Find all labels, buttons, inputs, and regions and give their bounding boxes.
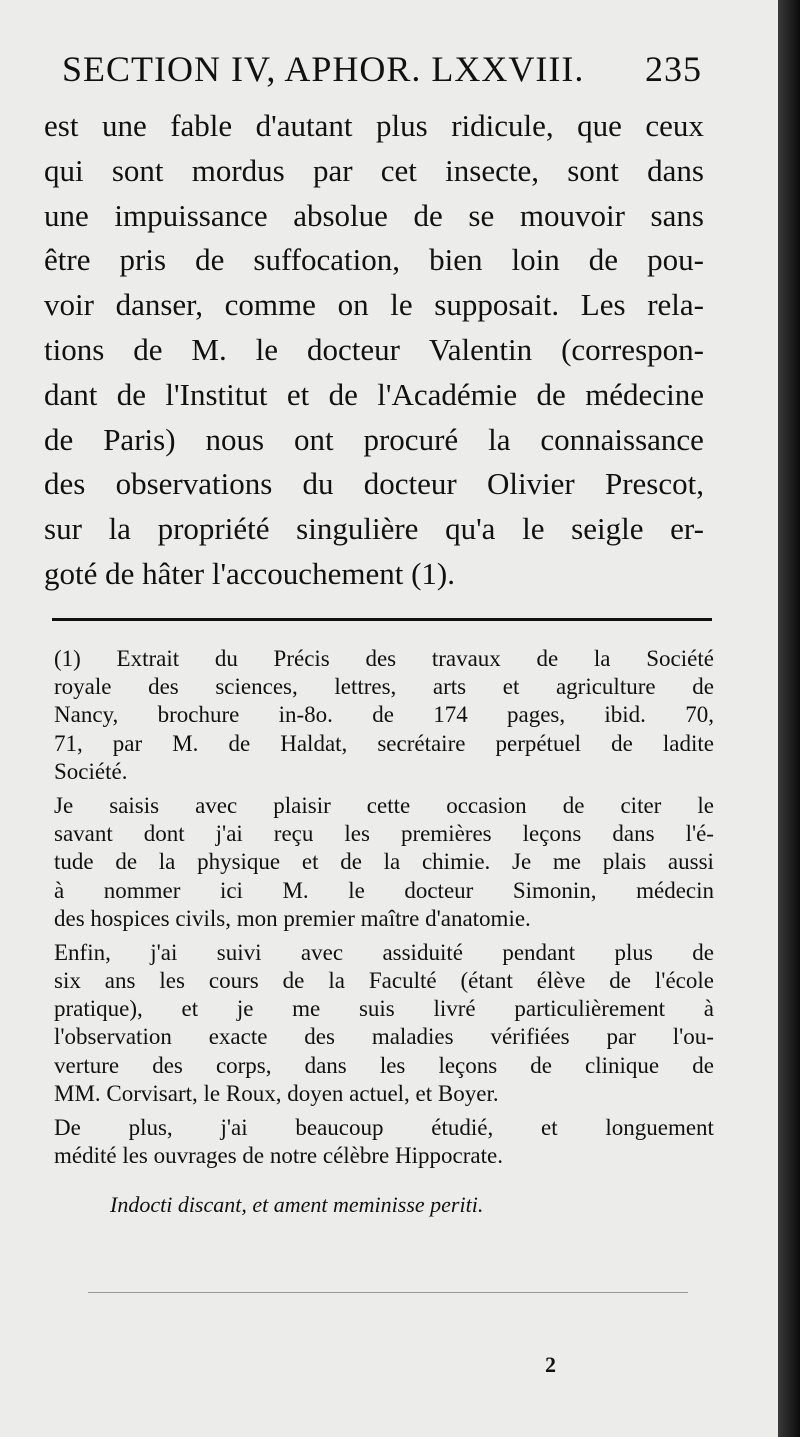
footnote-line-word: exacte	[208, 1024, 268, 1050]
footnote-line-word: ans	[104, 968, 136, 994]
body-line-word: ceux	[645, 108, 704, 143]
body-line-word: pris	[119, 242, 167, 278]
running-title: SECTION IV, APHOR. LXXVIII.	[62, 49, 585, 89]
footnote-separator-rule	[52, 618, 712, 621]
running-header	[62, 48, 702, 90]
footnote-line-word: de	[692, 674, 714, 700]
body-line-word: impuissance	[114, 197, 268, 233]
body-line	[44, 418, 704, 463]
footnote-line-word: par	[112, 730, 143, 756]
footnote-line-word: nommer	[103, 877, 181, 903]
footnote-paragraph	[54, 792, 714, 933]
footnote-line-word: des	[148, 674, 179, 700]
body-line-word: que	[577, 108, 622, 143]
footnote-line-word: M.	[172, 730, 199, 756]
body-line-word: singulière	[296, 511, 419, 547]
body-line-word: supposait.	[434, 287, 560, 323]
body-line-text: goté de hâter l'accouchement (1).	[44, 555, 455, 591]
body-line-word: connaissance	[540, 421, 704, 457]
bleed-through-rule	[88, 1292, 688, 1293]
footnote-line	[54, 1052, 714, 1080]
footnote-line-word: clinique	[585, 1052, 660, 1078]
footnote-line-word: 71,	[54, 730, 83, 756]
body-line-word: dans	[647, 152, 704, 188]
footnote-line-word: brochure	[157, 702, 240, 728]
body-line-word: on	[337, 287, 369, 323]
footnote-line	[54, 701, 714, 729]
footnote-line-word: suivi	[216, 939, 262, 965]
footnote-line-word: premières	[400, 821, 492, 847]
body-line-word: ridicule,	[451, 108, 554, 143]
body-line-word: se	[468, 197, 495, 233]
footnote-line	[54, 1114, 714, 1142]
body-line-word: comme	[224, 287, 316, 323]
body-line-word: loin	[511, 242, 560, 278]
footnote-line-word: me	[552, 849, 582, 875]
body-line-word: docteur	[306, 331, 400, 367]
footnote-line-word: 70,	[685, 702, 714, 728]
footnote-paragraph	[54, 939, 714, 1108]
body-line-word: de	[116, 376, 147, 412]
body-line-word: de	[328, 376, 358, 412]
footnote-line-word: maladies	[371, 1024, 454, 1050]
footnote-line-word: Simonin,	[512, 877, 597, 903]
footnote-line-word: les	[379, 1052, 406, 1078]
body-line	[44, 194, 704, 239]
body-line-word: fable	[170, 108, 233, 143]
body-line-word: et	[286, 376, 310, 412]
footnote-line-word: de	[611, 730, 633, 756]
footnote-line	[54, 995, 714, 1023]
body-line-word: suffocation,	[253, 242, 401, 278]
footnote-line	[54, 877, 714, 905]
footnote-line-word: cours	[208, 968, 259, 994]
body-line	[44, 507, 704, 552]
body-line-word: er-	[670, 511, 704, 547]
footnote-line-word: dont	[143, 821, 185, 847]
footnote-line-word: du	[214, 646, 238, 671]
footnote-line-word: pratique),	[54, 996, 143, 1022]
footnote-line-word: de	[340, 849, 362, 875]
footnote-line-word: suis	[358, 996, 395, 1022]
footnote-line-word: sciences,	[215, 674, 298, 700]
body-line-word: sans	[650, 197, 704, 233]
footnote-line-word: des	[365, 646, 397, 671]
body-line-word: l'Académie	[377, 376, 518, 412]
footnote-line-word: beaucoup	[295, 1115, 384, 1140]
footnote-line-word: 174	[433, 702, 468, 728]
body-line-word: le	[522, 511, 545, 547]
footnote-line-word: travaux	[431, 646, 501, 671]
signature-mark: 2	[545, 1352, 556, 1377]
body-line-word: est	[44, 108, 79, 143]
footnote-line-word: plus,	[128, 1115, 173, 1140]
footnote-line-word: Je	[512, 849, 532, 875]
footnote-line-word: agriculture	[555, 674, 656, 700]
body-line-word: M.	[191, 331, 227, 367]
footnote-line-word: l'é-	[685, 821, 714, 847]
footnote-line	[54, 967, 714, 995]
footnote-line-word: de	[562, 792, 585, 818]
body-line-word: nous	[205, 421, 265, 457]
footnote-line-word: j'ai	[150, 939, 178, 965]
footnote-line-word: particulièrement	[514, 996, 666, 1022]
footnote-line-word: plus	[614, 939, 653, 965]
footnote-line-word: la	[593, 646, 611, 671]
footnotes-block	[54, 645, 714, 1176]
footnote-line-word: Faculté	[368, 968, 437, 994]
footnote-line-word: j'ai	[220, 1115, 248, 1140]
body-line-word: rela-	[647, 287, 704, 323]
body-line-word: le	[255, 331, 279, 367]
footnote-line-word: Précis	[273, 646, 330, 671]
body-line-word: du	[302, 466, 334, 502]
footnote-line-word: Extrait	[116, 646, 180, 671]
page-edge-shadow	[778, 0, 800, 1437]
footnote-line-word: de	[282, 968, 305, 994]
footnote-line-word: élève	[536, 968, 586, 994]
body-line-word: procuré	[363, 421, 459, 457]
footnote-line-text: médité les ouvrages de notre célèbre Hippocrate.	[54, 1143, 503, 1169]
footnote-paragraph	[54, 645, 714, 786]
body-line-word: Olivier	[486, 466, 575, 502]
footnote-line-word: (étant	[460, 968, 513, 994]
footnote-line-word: physique	[197, 849, 281, 875]
footnote-line-word: Haldat,	[280, 730, 348, 756]
footnote-line-word: saisis	[109, 792, 160, 818]
footnote-line	[54, 730, 714, 758]
footnote-line-word: le	[348, 877, 365, 903]
footnote-line-word: dans	[304, 1052, 347, 1078]
body-line-word: docteur	[363, 466, 457, 502]
footnote-line-word: assiduité	[382, 939, 463, 965]
body-line-word: de	[44, 421, 74, 457]
body-line-word: la	[108, 511, 131, 547]
footnote-line-word: de	[692, 1052, 714, 1078]
footnote-line	[54, 939, 714, 967]
footnote-line-word: me	[292, 996, 321, 1022]
body-line	[44, 552, 704, 597]
body-line-word: de	[536, 376, 566, 412]
body-line-word: Valentin	[428, 331, 533, 367]
body-line-word: de	[588, 242, 619, 278]
body-line-word: mouvoir	[519, 197, 625, 233]
main-text-block	[44, 104, 704, 597]
footnote-paragraph	[54, 1114, 714, 1170]
footnote-line-text: des hospices civils, mon premier maître d'anatomie.	[54, 905, 531, 931]
body-line-word: une	[101, 108, 147, 143]
footnote-line-word: arts	[432, 674, 467, 700]
footnote-line-word: pendant	[502, 939, 576, 965]
footnote-line-word: tude	[54, 849, 94, 875]
footnote-line-word: chimie.	[421, 849, 491, 875]
body-line-word: voir	[44, 287, 94, 323]
footnote-line-word: verture	[54, 1052, 120, 1078]
body-line-word: seigle	[571, 511, 644, 547]
body-line-word: Prescot,	[604, 466, 704, 502]
body-line-word: danser,	[115, 287, 204, 323]
footnote-line-word: les	[159, 968, 185, 994]
footnote-line-word: par	[606, 1024, 636, 1050]
footnote-line-word: j'ai	[215, 821, 243, 847]
footnote-line-word: lettres,	[334, 674, 397, 700]
footnote-line-word: à	[54, 877, 65, 903]
body-line-word: insecte,	[445, 152, 539, 188]
body-line-word: par	[312, 152, 353, 188]
body-line-word: plus	[376, 108, 428, 143]
footnote-line-word: et	[540, 1115, 558, 1140]
footnote-line-word: Je	[54, 792, 74, 818]
body-line-word: qu'a	[445, 511, 496, 547]
body-line-word: absolue	[293, 197, 388, 233]
body-line-word: ont	[293, 421, 334, 457]
footnote-line-word: leçons	[438, 1052, 498, 1078]
footnote-line-word: des	[304, 1024, 335, 1050]
body-line-word: qui	[44, 152, 84, 188]
body-line	[44, 373, 704, 418]
footnote-line-word: occasion	[446, 792, 527, 818]
footnote-line	[54, 645, 714, 673]
footnote-line-word: corps,	[215, 1052, 272, 1078]
footnote-line-word: savant	[54, 821, 113, 847]
body-line-word: d'autant	[255, 108, 353, 143]
body-line	[44, 149, 704, 194]
footnote-line-word: des	[152, 1052, 183, 1078]
body-line-word: bien	[429, 242, 483, 278]
body-line-word: être	[44, 242, 91, 278]
footnote-line-word: et	[181, 996, 199, 1022]
footnote-line	[54, 905, 714, 933]
footnote-line	[54, 1023, 714, 1051]
footnote-line-word: livré	[433, 996, 476, 1022]
body-line-word: la	[488, 421, 511, 457]
footnote-line-word: ici	[219, 877, 243, 903]
footnote-line-word: Nancy,	[54, 702, 119, 728]
footnote-line-word: leçons	[522, 821, 582, 847]
footnote-line	[54, 1080, 714, 1108]
body-line-word: cet	[380, 152, 417, 188]
footnote-line	[54, 1142, 714, 1170]
body-line-word: de	[413, 197, 443, 233]
footnote-line-word: de	[530, 1052, 552, 1078]
footnote-line-word: de	[372, 702, 394, 728]
body-line-word: sur	[44, 511, 82, 547]
body-line-word: de	[133, 331, 163, 367]
footnote-line-word: M.	[282, 877, 309, 903]
footnote-line-word: à	[703, 996, 714, 1022]
footnote-line-word: secrétaire	[377, 730, 466, 756]
footnote-line	[54, 848, 714, 876]
footnote-line-word: la	[158, 849, 176, 875]
body-line	[44, 462, 704, 507]
footnote-line-word: de	[228, 730, 251, 756]
footnote-line-text: MM. Corvisart, le Roux, doyen actuel, et Boyer.	[54, 1080, 499, 1106]
footnote-line-text: Société.	[54, 758, 128, 784]
footnote-line-word: perpétuel	[495, 730, 582, 756]
footnote-line-word: royale	[54, 674, 112, 700]
footnote-line-word: étudié,	[431, 1115, 494, 1140]
footnote-line-word: reçu	[273, 821, 314, 847]
footnote-line-word: l'ou-	[672, 1024, 714, 1050]
footnote-line-word: ibid.	[604, 702, 646, 728]
footnote-line	[54, 673, 714, 701]
footnote-line-word: Enfin,	[54, 939, 111, 965]
body-line-word: Paris)	[103, 421, 176, 457]
footnote-line-word: vérifiées	[490, 1024, 570, 1050]
body-line-word: sont	[567, 152, 619, 188]
footnote-line-word: le	[697, 792, 714, 818]
body-line-word: médecine	[585, 376, 704, 412]
footnote-line-word: de	[536, 646, 559, 671]
body-line-word: une	[44, 197, 89, 233]
footnote-line-word: citer	[620, 792, 662, 818]
footnote-line	[54, 792, 714, 820]
body-line-word: propriété	[157, 511, 270, 547]
body-line-word: sont	[111, 152, 164, 188]
footnote-line-word: six	[54, 968, 81, 994]
footnote-line-word: longuement	[605, 1115, 714, 1140]
body-line	[44, 328, 704, 373]
footnote-line-word: je	[236, 996, 254, 1022]
body-line	[44, 283, 704, 328]
footnote-line-word: in-8o.	[278, 702, 333, 728]
footnote-line-word: et	[301, 849, 319, 875]
body-line-word: dant	[44, 376, 98, 412]
footnote-line-word: de	[609, 968, 631, 994]
footnote-line-word: médecin	[636, 877, 714, 903]
footnote-line-word: les	[344, 821, 370, 847]
footnote-line	[54, 820, 714, 848]
footnote-line-word: dans	[612, 821, 655, 847]
body-line-word: pou-	[647, 242, 704, 278]
footnote-line-word: cette	[366, 792, 411, 818]
footnote-line-word: de	[115, 849, 138, 875]
footnote-line-word: plais	[602, 849, 647, 875]
footnote-line-word: l'observation	[54, 1024, 172, 1050]
body-line-word: mordus	[191, 152, 285, 188]
footnote-line-word: l'école	[654, 968, 714, 994]
body-line-word: Les	[580, 287, 626, 323]
body-line-word: des	[44, 466, 86, 502]
footnote-line-word: la	[383, 849, 401, 875]
body-line-word: tions	[44, 331, 105, 367]
body-line-word: le	[390, 287, 413, 323]
footnote-line-word: ladite	[662, 730, 714, 756]
footnote-line-word: plaisir	[273, 792, 331, 818]
body-line	[44, 238, 704, 283]
body-line	[44, 104, 704, 149]
footnote-line-word: de	[692, 939, 714, 965]
footnote-line-word: avec	[195, 792, 238, 818]
body-line-word: l'Institut	[165, 376, 268, 412]
body-line-word: de	[195, 242, 225, 278]
footnote-line	[54, 758, 714, 786]
footnote-line-word: De	[54, 1115, 81, 1140]
body-line-word: observations	[115, 466, 273, 502]
body-line-word: (correspon-	[561, 331, 704, 367]
footnote-line-word: docteur	[404, 877, 474, 903]
footnote-line-word: pages,	[506, 702, 566, 728]
footnote-line-word: aussi	[667, 849, 714, 875]
page-number: 235	[645, 49, 702, 89]
epigraph: Indocti discant, et ament meminisse periti.	[110, 1192, 484, 1217]
footnote-line-word: et	[502, 674, 520, 700]
footnote-line-word: Société	[646, 646, 714, 671]
footnote-line-word: (1)	[54, 646, 81, 671]
footnote-line-word: la	[328, 968, 345, 994]
footnote-line-word: avec	[300, 939, 344, 965]
